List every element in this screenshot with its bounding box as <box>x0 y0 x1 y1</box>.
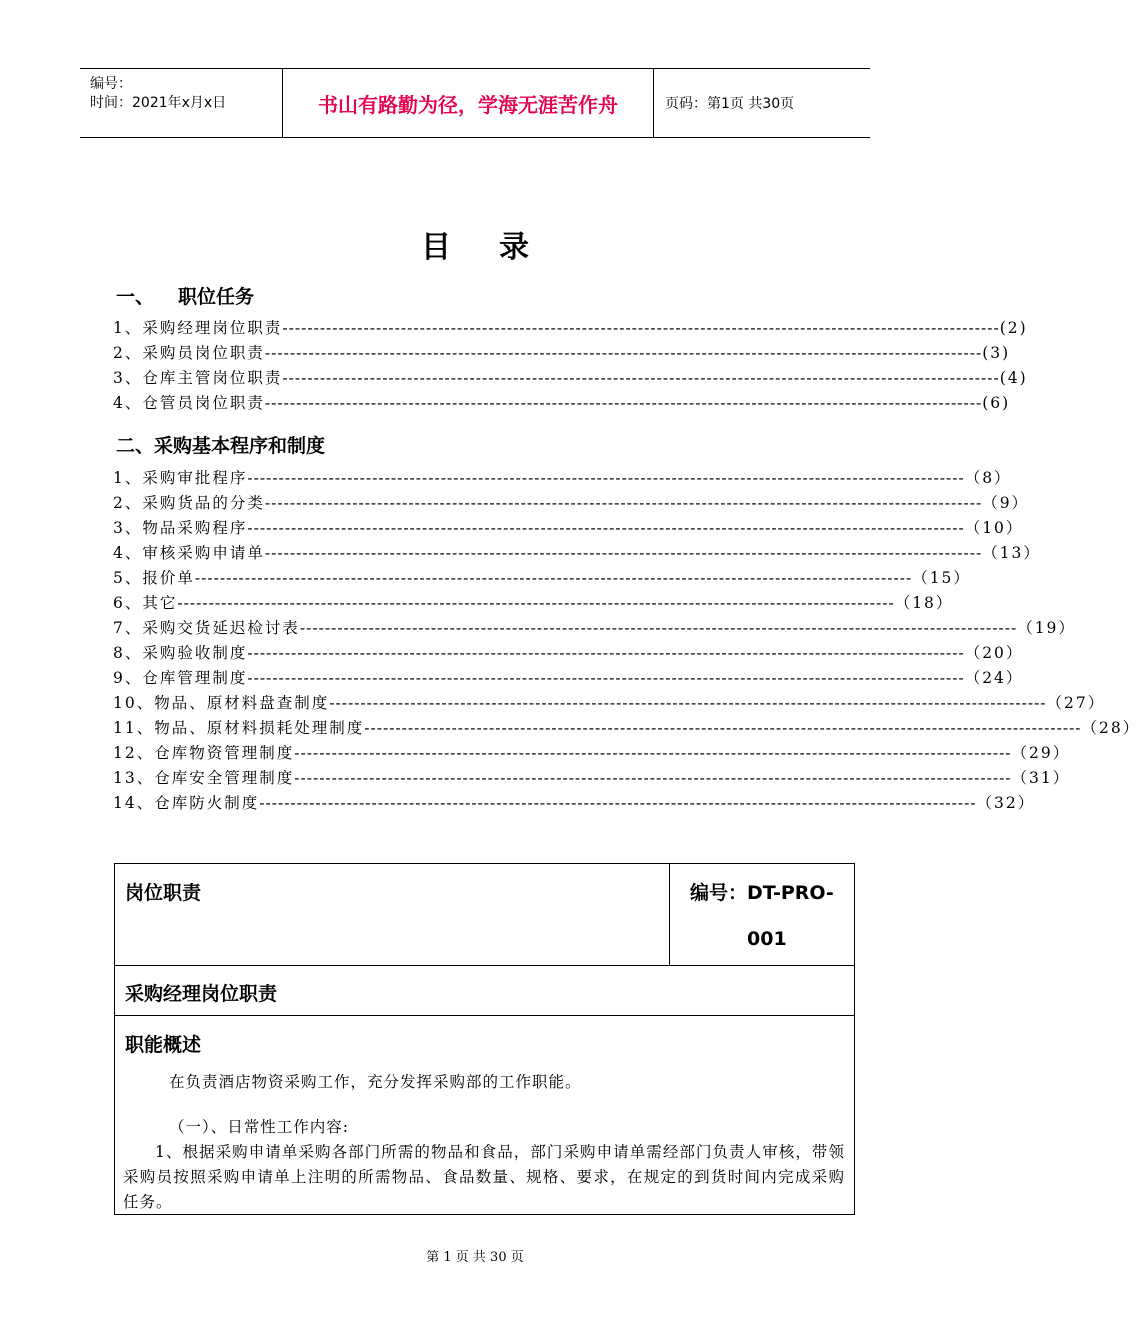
toc-leader: ------------------------------------------------------------------------------------------------------------------- <box>264 544 983 562</box>
toc-item[interactable] <box>113 366 1028 391</box>
toc-item[interactable] <box>113 641 1024 666</box>
toc-item-page: (6) <box>982 394 1011 412</box>
overview-text: 在负责酒店物资采购工作，充分发挥采购部的工作职能。 <box>169 1073 582 1091</box>
toc-item[interactable] <box>113 741 1071 766</box>
page-footer: 第 1 页 共 30 页 <box>426 1250 524 1265</box>
section1-title: 职位任务 <box>178 286 255 308</box>
toc-item-page: （24） <box>964 669 1024 687</box>
toc-leader: ------------------------------------------------------------------------------------------------------------------- <box>177 594 895 612</box>
section1-heading <box>116 282 254 309</box>
toc-leader: ------------------------------------------------------------------------------------------------------------------- <box>247 469 965 487</box>
toc-item[interactable] <box>113 591 954 616</box>
toc-item-label: 仓库物资管理制度 <box>154 744 295 762</box>
header-number: 编号： <box>90 76 132 92</box>
toc-item-page: （19） <box>1017 619 1076 637</box>
toc-item-page: （32） <box>976 794 1036 812</box>
toc-item-page: （20） <box>964 644 1024 662</box>
table-divider <box>115 1015 854 1016</box>
header-date: 时间：2021年x月x日 <box>90 95 227 111</box>
toc-item-page: （9） <box>982 494 1030 512</box>
duty-position: 采购经理岗位职责 <box>125 983 278 1005</box>
toc-item-page: （15） <box>912 569 971 587</box>
toc-item-number: 7、 <box>113 619 143 637</box>
toc-item-label: 仓库安全管理制度 <box>154 769 295 787</box>
toc-item-number: 10、 <box>113 694 155 712</box>
toc-item-page: （27） <box>1046 694 1106 712</box>
toc-leader: ------------------------------------------------------------------------------------------------------------------- <box>329 694 1047 712</box>
toc-item-label: 仓管员岗位职责 <box>142 394 265 412</box>
toc-item-number: 12、 <box>113 744 155 762</box>
toc-item[interactable] <box>113 566 971 591</box>
toc-item-page: （28） <box>1081 719 1140 737</box>
toc-item-label: 采购经理岗位职责 <box>142 319 283 337</box>
toc-title: 目录 <box>421 230 577 265</box>
duty-heading-cell <box>115 864 670 965</box>
page-header <box>80 68 870 138</box>
toc-leader: ------------------------------------------------------------------------------------------------------------------- <box>282 319 1000 337</box>
toc-item-label: 审核采购申请单 <box>142 544 265 562</box>
toc-leader: ------------------------------------------------------------------------------------------------------------------- <box>247 644 965 662</box>
toc-item-label: 物品、原材料盘查制度 <box>154 694 330 712</box>
toc-item[interactable] <box>113 466 1012 491</box>
toc-item-number: 8、 <box>113 644 143 662</box>
table-divider <box>115 965 854 966</box>
toc-item[interactable] <box>113 791 1036 816</box>
toc-leader: ------------------------------------------------------------------------------------------------------------------- <box>259 794 977 812</box>
toc-item[interactable] <box>113 666 1024 691</box>
toc-item-page: （8） <box>964 469 1012 487</box>
toc-item[interactable] <box>113 516 1024 541</box>
duty-code-value: 001 <box>747 928 787 950</box>
toc-item-number: 6、 <box>113 594 143 612</box>
toc-item-number: 4、 <box>113 544 143 562</box>
header-motto: 书山有路勤为径，学海无涯苦作舟 <box>283 69 654 137</box>
duty-table <box>114 863 855 1215</box>
daily-heading: （一）、日常性工作内容: <box>169 1118 349 1136</box>
toc-item-label: 采购货品的分类 <box>142 494 265 512</box>
duty-heading: 岗位职责 <box>125 882 202 904</box>
toc-item-label: 采购验收制度 <box>142 644 248 662</box>
toc-leader: ------------------------------------------------------------------------------------------------------------------- <box>194 569 913 587</box>
toc-leader: ------------------------------------------------------------------------------------------------------------------- <box>264 494 983 512</box>
toc-item-label: 物品采购程序 <box>142 519 248 537</box>
toc-item-label: 仓库管理制度 <box>142 669 248 687</box>
toc-leader: ------------------------------------------------------------------------------------------------------------------- <box>294 769 1012 787</box>
header-page-info: 页码：第1页 共30页 <box>665 96 795 112</box>
toc-item-page: （18） <box>894 594 954 612</box>
toc-leader: ------------------------------------------------------------------------------------------------------------------- <box>299 619 1018 637</box>
toc-item-page: （31） <box>1011 769 1071 787</box>
toc-item[interactable] <box>113 391 1011 416</box>
toc-section1 <box>113 316 1028 416</box>
toc-item-number: 4、 <box>113 394 143 412</box>
toc-item[interactable] <box>113 691 1106 716</box>
toc-item-number: 13、 <box>113 769 155 787</box>
toc-section2 <box>113 466 1140 816</box>
toc-item-page: （29） <box>1011 744 1071 762</box>
toc-leader: ------------------------------------------------------------------------------------------------------------------- <box>282 369 1000 387</box>
header-meta <box>80 69 283 137</box>
toc-item-label: 采购交货延迟检讨表 <box>142 619 300 637</box>
section2-heading: 二、采购基本程序和制度 <box>116 435 326 457</box>
duty-code-cell <box>670 864 854 965</box>
toc-item-label: 采购审批程序 <box>142 469 248 487</box>
toc-item-number: 2、 <box>113 344 143 362</box>
toc-item[interactable] <box>113 716 1140 741</box>
toc-item-label: 采购员岗位职责 <box>142 344 265 362</box>
toc-item-page: （13） <box>982 544 1041 562</box>
section1-number: 一、 <box>116 286 155 308</box>
toc-item-number: 3、 <box>113 369 143 387</box>
toc-item-page: （10） <box>964 519 1024 537</box>
toc-item[interactable] <box>113 541 1041 566</box>
toc-leader: ------------------------------------------------------------------------------------------------------------------- <box>294 744 1012 762</box>
toc-item-number: 2、 <box>113 494 143 512</box>
toc-item-label: 物品、原材料损耗处理制度 <box>154 719 365 737</box>
toc-item-number: 11、 <box>113 719 155 737</box>
toc-leader: ------------------------------------------------------------------------------------------------------------------- <box>247 519 965 537</box>
toc-item-label: 仓库防火制度 <box>154 794 260 812</box>
toc-leader: ------------------------------------------------------------------------------------------------------------------- <box>264 344 983 362</box>
toc-leader: ------------------------------------------------------------------------------------------------------------------- <box>247 669 965 687</box>
toc-item-number: 1、 <box>113 319 143 337</box>
toc-item-page: (3) <box>982 344 1011 362</box>
toc-item[interactable] <box>113 616 1076 641</box>
toc-item[interactable] <box>113 316 1028 341</box>
overview-heading: 职能概述 <box>125 1034 202 1056</box>
toc-leader: ------------------------------------------------------------------------------------------------------------------- <box>264 394 983 412</box>
toc-item[interactable] <box>113 491 1030 516</box>
toc-leader: ------------------------------------------------------------------------------------------------------------------- <box>364 719 1082 737</box>
toc-item-page: (4) <box>999 369 1028 387</box>
toc-item-label: 其它 <box>142 594 178 612</box>
toc-item[interactable] <box>113 766 1071 791</box>
toc-item-number: 14、 <box>113 794 155 812</box>
toc-item[interactable] <box>113 341 1011 366</box>
duty-code-label: 编号：DT-PRO- <box>690 882 834 904</box>
toc-item-label: 仓库主管岗位职责 <box>142 369 283 387</box>
daily-item: 1、根据采购申请单采购各部门所需的物品和食品，部门采购申请单需经部门负责人审核，带领采购员按照采购申请单上注明的所需物品、食品数量、规格、要求，在规定的到货时间内完成采购任务。 <box>123 1143 845 1211</box>
toc-item-page: (2) <box>999 319 1028 337</box>
toc-item-label: 报价单 <box>142 569 195 587</box>
toc-item-number: 3、 <box>113 519 143 537</box>
toc-item-number: 9、 <box>113 669 143 687</box>
toc-item-number: 1、 <box>113 469 143 487</box>
toc-item-number: 5、 <box>113 569 143 587</box>
